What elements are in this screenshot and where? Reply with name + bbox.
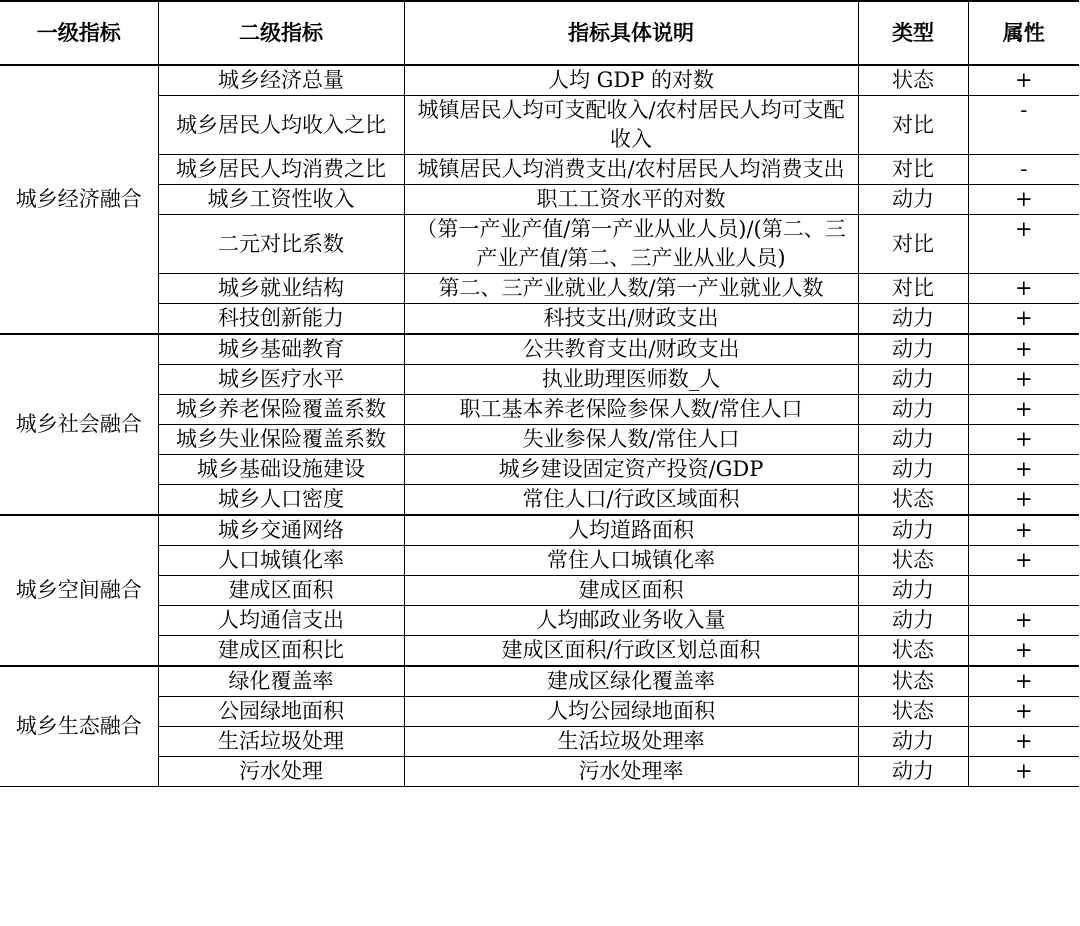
indicator-type: 状态	[858, 666, 968, 697]
table-row	[0, 515, 1079, 546]
indicator-description: 职工基本养老保险参保人数/常住人口	[404, 395, 858, 425]
indicator-description: 城镇居民人均消费支出/农村居民人均消费支出	[404, 155, 858, 185]
level2-indicator: 城乡医疗水平	[158, 365, 404, 395]
level2-indicator: 城乡基础设施建设	[158, 455, 404, 485]
level2-indicator: 科技创新能力	[158, 304, 404, 335]
level2-indicator: 城乡基础教育	[158, 334, 404, 365]
indicator-description: 生活垃圾处理率	[404, 727, 858, 757]
indicator-attribute: +	[968, 757, 1079, 787]
table-row	[0, 96, 1079, 155]
level2-indicator: 城乡失业保险覆盖系数	[158, 425, 404, 455]
indicator-description: 建成区绿化覆盖率	[404, 666, 858, 697]
header-attribute: 属性	[968, 1, 1079, 65]
table-row	[0, 155, 1079, 185]
indicator-attribute: +	[968, 334, 1079, 365]
table-row	[0, 636, 1079, 667]
table-row	[0, 485, 1079, 516]
indicator-description: 职工工资水平的对数	[404, 185, 858, 215]
indicator-type: 动力	[858, 304, 968, 335]
level2-indicator: 城乡经济总量	[158, 65, 404, 96]
header-description: 指标具体说明	[404, 1, 858, 65]
level2-indicator: 建成区面积	[158, 576, 404, 606]
indicator-type: 状态	[858, 636, 968, 667]
table-row	[0, 65, 1079, 96]
indicator-attribute	[968, 576, 1079, 606]
level2-indicator: 二元对比系数	[158, 215, 404, 274]
level2-indicator: 城乡居民人均消费之比	[158, 155, 404, 185]
indicator-type: 动力	[858, 576, 968, 606]
indicator-type: 动力	[858, 757, 968, 787]
table-row	[0, 304, 1079, 335]
level2-indicator: 城乡工资性收入	[158, 185, 404, 215]
table-row	[0, 576, 1079, 606]
indicator-type: 动力	[858, 606, 968, 636]
indicator-attribute: +	[968, 274, 1079, 304]
indicator-description: 常住人口/行政区域面积	[404, 485, 858, 516]
level2-indicator: 污水处理	[158, 757, 404, 787]
level1-indicator: 城乡经济融合	[0, 65, 158, 334]
indicator-description: 人均公园绿地面积	[404, 697, 858, 727]
indicator-attribute: +	[968, 666, 1079, 697]
indicator-attribute: +	[968, 395, 1079, 425]
indicator-description: 建成区面积	[404, 576, 858, 606]
indicator-type: 状态	[858, 697, 968, 727]
level1-indicator: 城乡社会融合	[0, 334, 158, 515]
table-row	[0, 334, 1079, 365]
level2-indicator: 城乡养老保险覆盖系数	[158, 395, 404, 425]
table-row	[0, 215, 1079, 274]
indicator-description: （第一产业产值/第一产业从业人员)/(第二、三产业产值/第二、三产业从业人员)	[404, 215, 858, 274]
level2-indicator: 城乡交通网络	[158, 515, 404, 546]
indicator-attribute: +	[968, 425, 1079, 455]
indicator-attribute: +	[968, 606, 1079, 636]
header-level1: 一级指标	[0, 1, 158, 65]
indicator-attribute: +	[968, 697, 1079, 727]
indicator-attribute: +	[968, 485, 1079, 516]
level2-indicator: 人口城镇化率	[158, 546, 404, 576]
table-row	[0, 395, 1079, 425]
indicator-description: 城镇居民人均可支配收入/农村居民人均可支配收入	[404, 96, 858, 155]
level2-indicator: 城乡就业结构	[158, 274, 404, 304]
indicator-description: 第二、三产业就业人数/第一产业就业人数	[404, 274, 858, 304]
indicator-type: 动力	[858, 395, 968, 425]
indicator-type: 状态	[858, 65, 968, 96]
indicator-type: 状态	[858, 485, 968, 516]
header-level2: 二级指标	[158, 1, 404, 65]
indicator-attribute: +	[968, 455, 1079, 485]
indicator-attribute: +	[968, 365, 1079, 395]
indicator-description: 城乡建设固定资产投资/GDP	[404, 455, 858, 485]
indicator-type: 状态	[858, 546, 968, 576]
indicator-description: 人均道路面积	[404, 515, 858, 546]
table-row	[0, 274, 1079, 304]
indicator-type: 动力	[858, 334, 968, 365]
indicator-attribute: +	[968, 636, 1079, 667]
indicator-type: 对比	[858, 96, 968, 155]
indicator-description: 人均邮政业务收入量	[404, 606, 858, 636]
level2-indicator: 城乡居民人均收入之比	[158, 96, 404, 155]
indicator-attribute: +	[968, 215, 1079, 274]
level2-indicator: 公园绿地面积	[158, 697, 404, 727]
level1-indicator: 城乡生态融合	[0, 666, 158, 787]
table-row	[0, 666, 1079, 697]
table-row	[0, 727, 1079, 757]
level2-indicator: 生活垃圾处理	[158, 727, 404, 757]
indicator-type: 对比	[858, 215, 968, 274]
indicator-attribute: +	[968, 727, 1079, 757]
table-row	[0, 425, 1079, 455]
table-body	[0, 65, 1079, 787]
indicator-description: 失业参保人数/常住人口	[404, 425, 858, 455]
indicator-attribute: +	[968, 515, 1079, 546]
table-row	[0, 365, 1079, 395]
indicator-attribute: +	[968, 65, 1079, 96]
indicator-description: 常住人口城镇化率	[404, 546, 858, 576]
table-row	[0, 606, 1079, 636]
indicator-attribute: -	[968, 155, 1079, 185]
indicator-type: 动力	[858, 365, 968, 395]
level2-indicator: 城乡人口密度	[158, 485, 404, 516]
indicator-type: 动力	[858, 185, 968, 215]
indicator-attribute: +	[968, 304, 1079, 335]
level1-indicator: 城乡空间融合	[0, 515, 158, 666]
indicator-type: 对比	[858, 274, 968, 304]
level2-indicator: 建成区面积比	[158, 636, 404, 667]
table-row	[0, 546, 1079, 576]
table-row	[0, 185, 1079, 215]
indicator-type: 对比	[858, 155, 968, 185]
table-row	[0, 455, 1079, 485]
header-type: 类型	[858, 1, 968, 65]
indicator-type: 动力	[858, 425, 968, 455]
indicator-type: 动力	[858, 727, 968, 757]
indicator-description: 污水处理率	[404, 757, 858, 787]
header-row	[0, 1, 1079, 65]
indicator-description: 科技支出/财政支出	[404, 304, 858, 335]
indicator-attribute: +	[968, 185, 1079, 215]
table-row	[0, 757, 1079, 787]
indicator-description: 建成区面积/行政区划总面积	[404, 636, 858, 667]
indicator-description: 人均 GDP 的对数	[404, 65, 858, 96]
level2-indicator: 人均通信支出	[158, 606, 404, 636]
indicator-description: 公共教育支出/财政支出	[404, 334, 858, 365]
indicator-attribute: -	[968, 96, 1079, 155]
indicator-description: 执业助理医师数_人	[404, 365, 858, 395]
table-row	[0, 697, 1079, 727]
indicator-type: 动力	[858, 455, 968, 485]
level2-indicator: 绿化覆盖率	[158, 666, 404, 697]
indicator-attribute: +	[968, 546, 1079, 576]
indicator-type: 动力	[858, 515, 968, 546]
